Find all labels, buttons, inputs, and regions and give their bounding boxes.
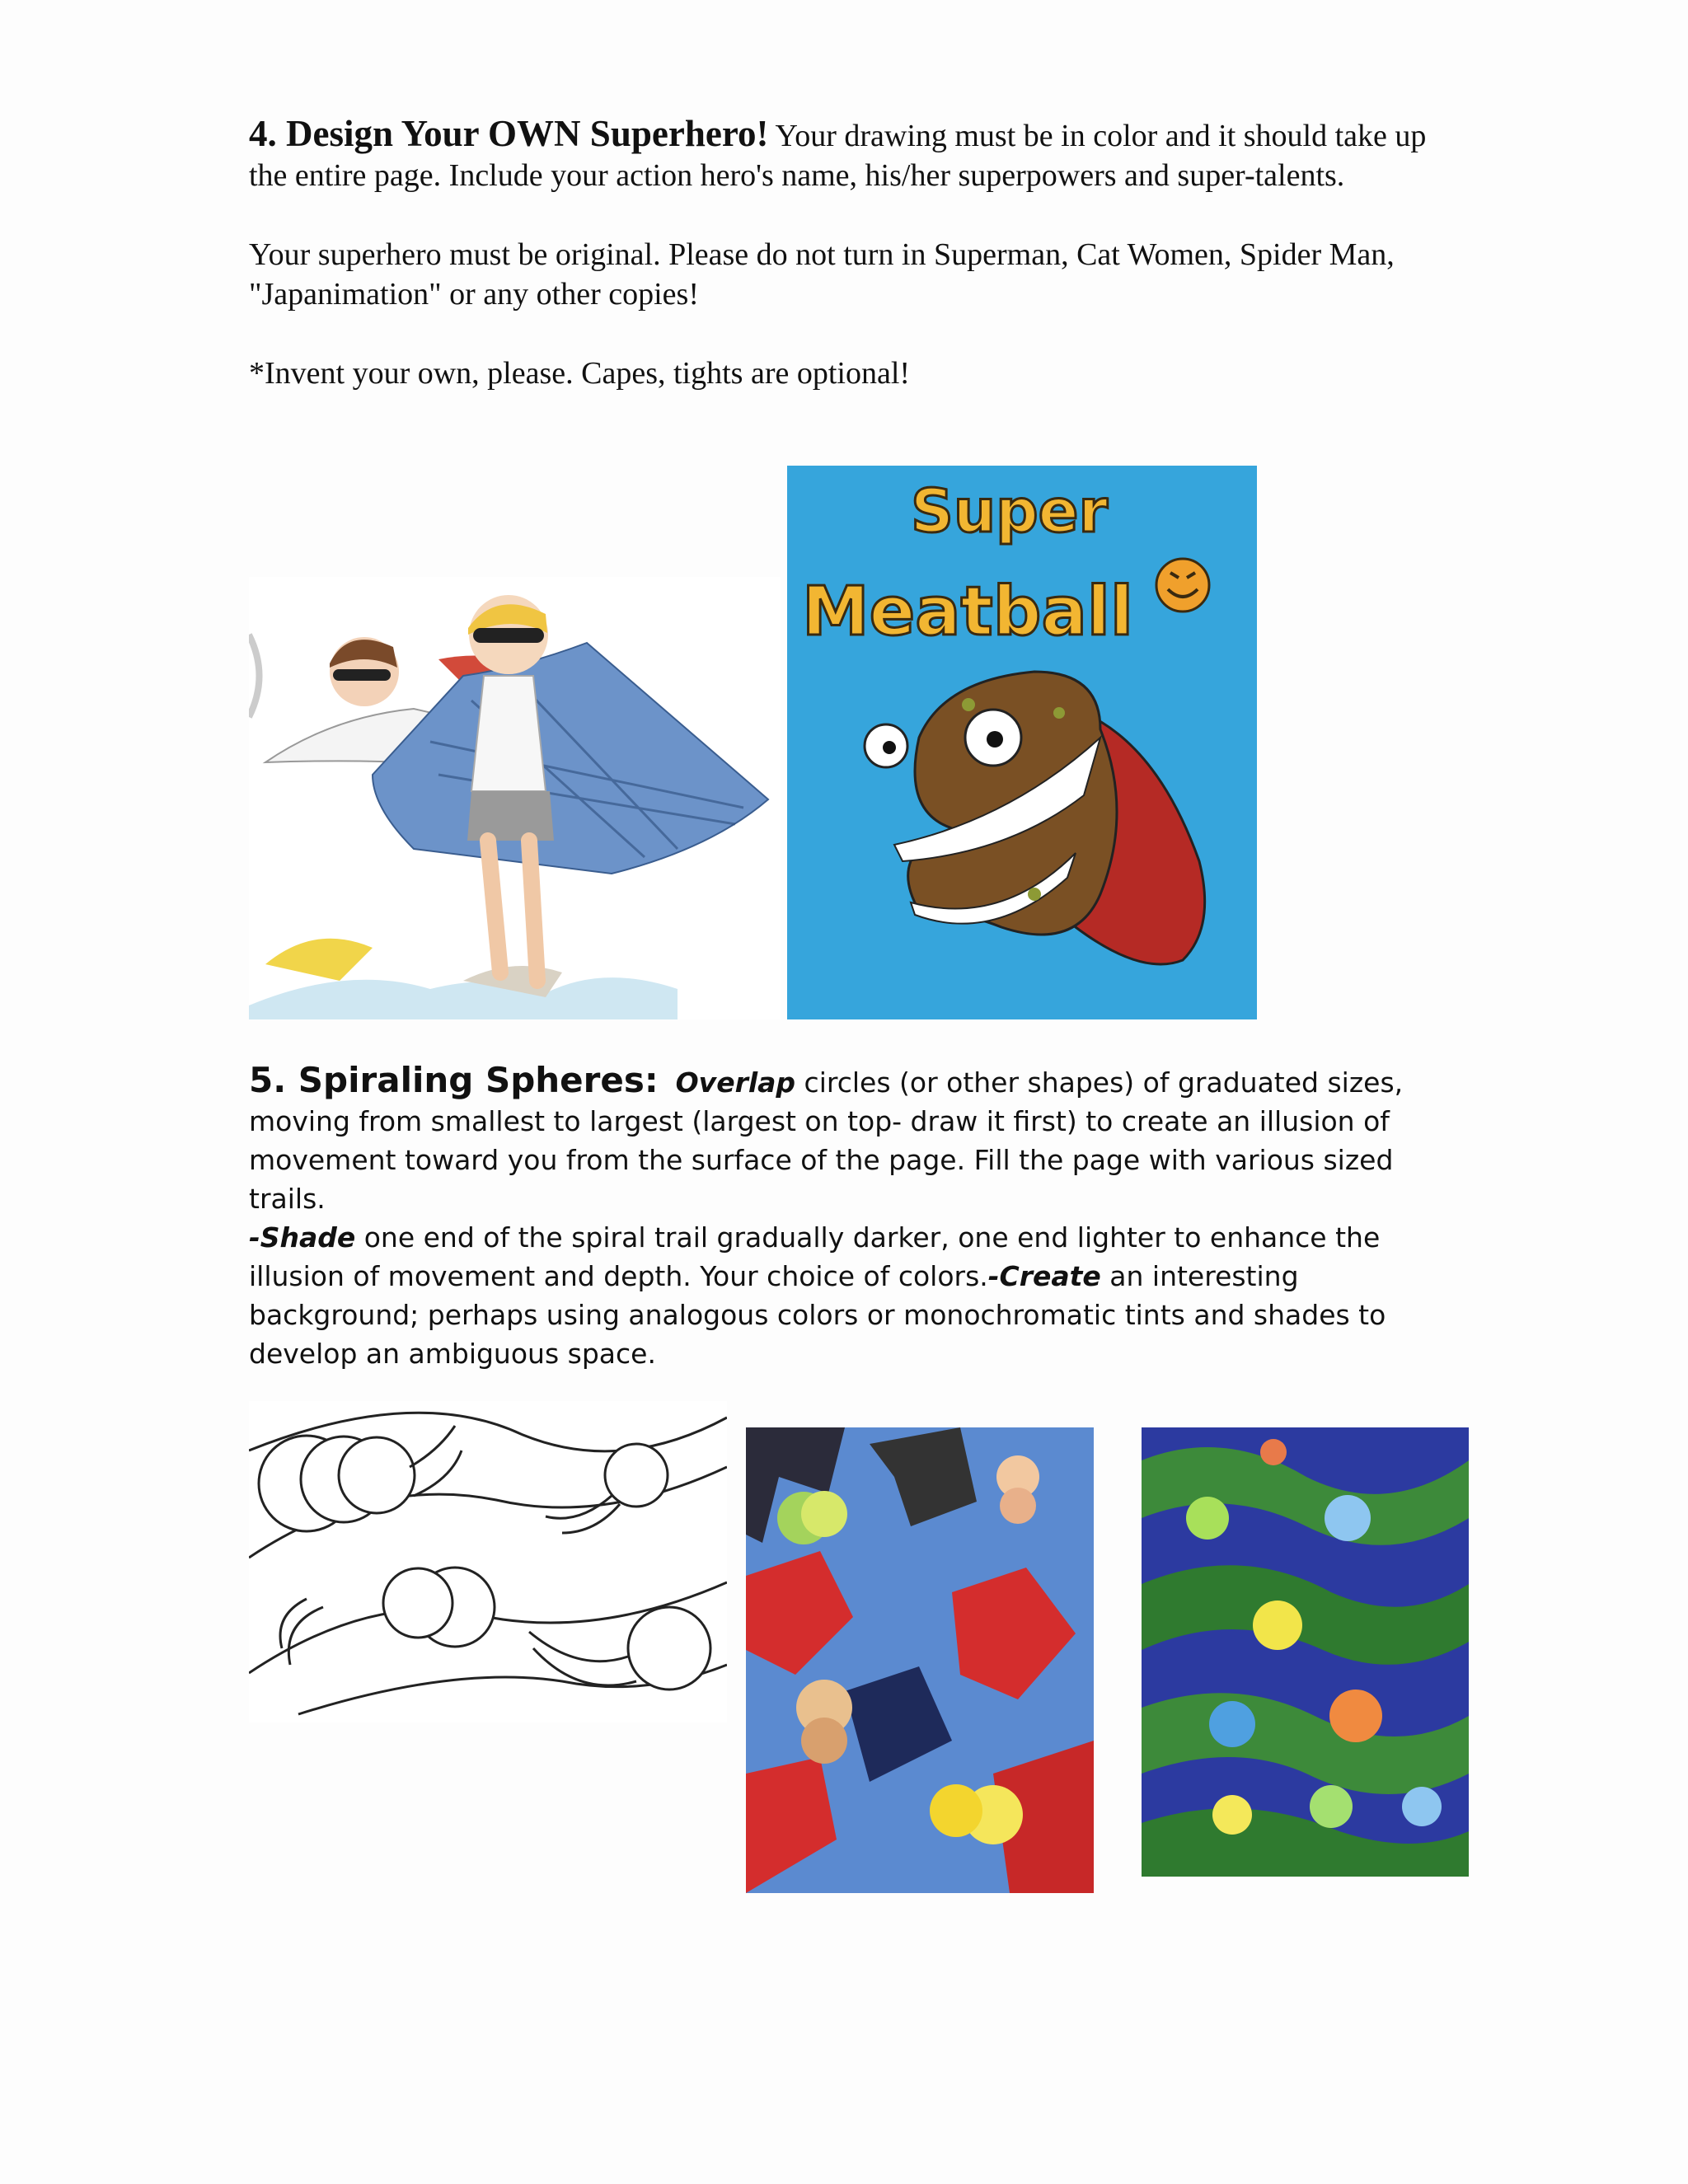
meatball-title-line1: Super [911,476,1108,546]
shade-emphasis: -Shade [249,1221,356,1254]
spiral-line-art [249,1401,727,1722]
superhero-intro-paragraph [249,114,1452,195]
superhero-intro-text: Your drawing must be in color and it should take up the entire page. Include your action hero's name, his/her superpowers and super-talents. [249,119,1427,193]
spheres-heading: 5. Spiraling Spheres: [249,1060,659,1100]
overlap-emphasis: Overlap [675,1066,796,1099]
meatball-title-line2: Meatball [802,573,1133,651]
shade-text: one end of the spiral trail gradually darker, one end lighter to enhance the illusion of movement and depth. Your choice of colors. [249,1221,1381,1292]
superhero-invent-text: *Invent your own, please. Capes, tights are optional! [249,356,911,391]
section-superhero [249,114,1452,393]
superhero-originality-text: Your superhero must be original. Please do not turn in Superman, Cat Women, Spider Man, "Japanimation" or any other copies! [249,237,1395,312]
spiral-color-artwork-2 [1142,1427,1469,1877]
superhero-heading: 4. Design Your OWN Superhero! [249,113,769,154]
super-meatball-illustration [787,466,1257,1019]
smiley-icon [1156,559,1209,612]
create-text: an interesting background; perhaps using analogous colors or monochromatic tints and shades to develop an ambiguous space. [249,1260,1386,1370]
spiral-color-artwork-1 [746,1427,1094,1893]
section-spiraling-spheres [249,1061,1452,1373]
flying-kids-illustration [249,577,781,1019]
spheres-overlap-paragraph [249,1061,1452,1218]
create-emphasis: -Create [987,1260,1101,1292]
spheres-shade-paragraph [249,1218,1452,1373]
overlap-text: circles (or other shapes) of graduated sizes, moving from smallest to largest (largest on top- draw it first) to create an illusion of movement toward you from the surface of the page. Fill the page with various sized trails. [249,1066,1404,1215]
